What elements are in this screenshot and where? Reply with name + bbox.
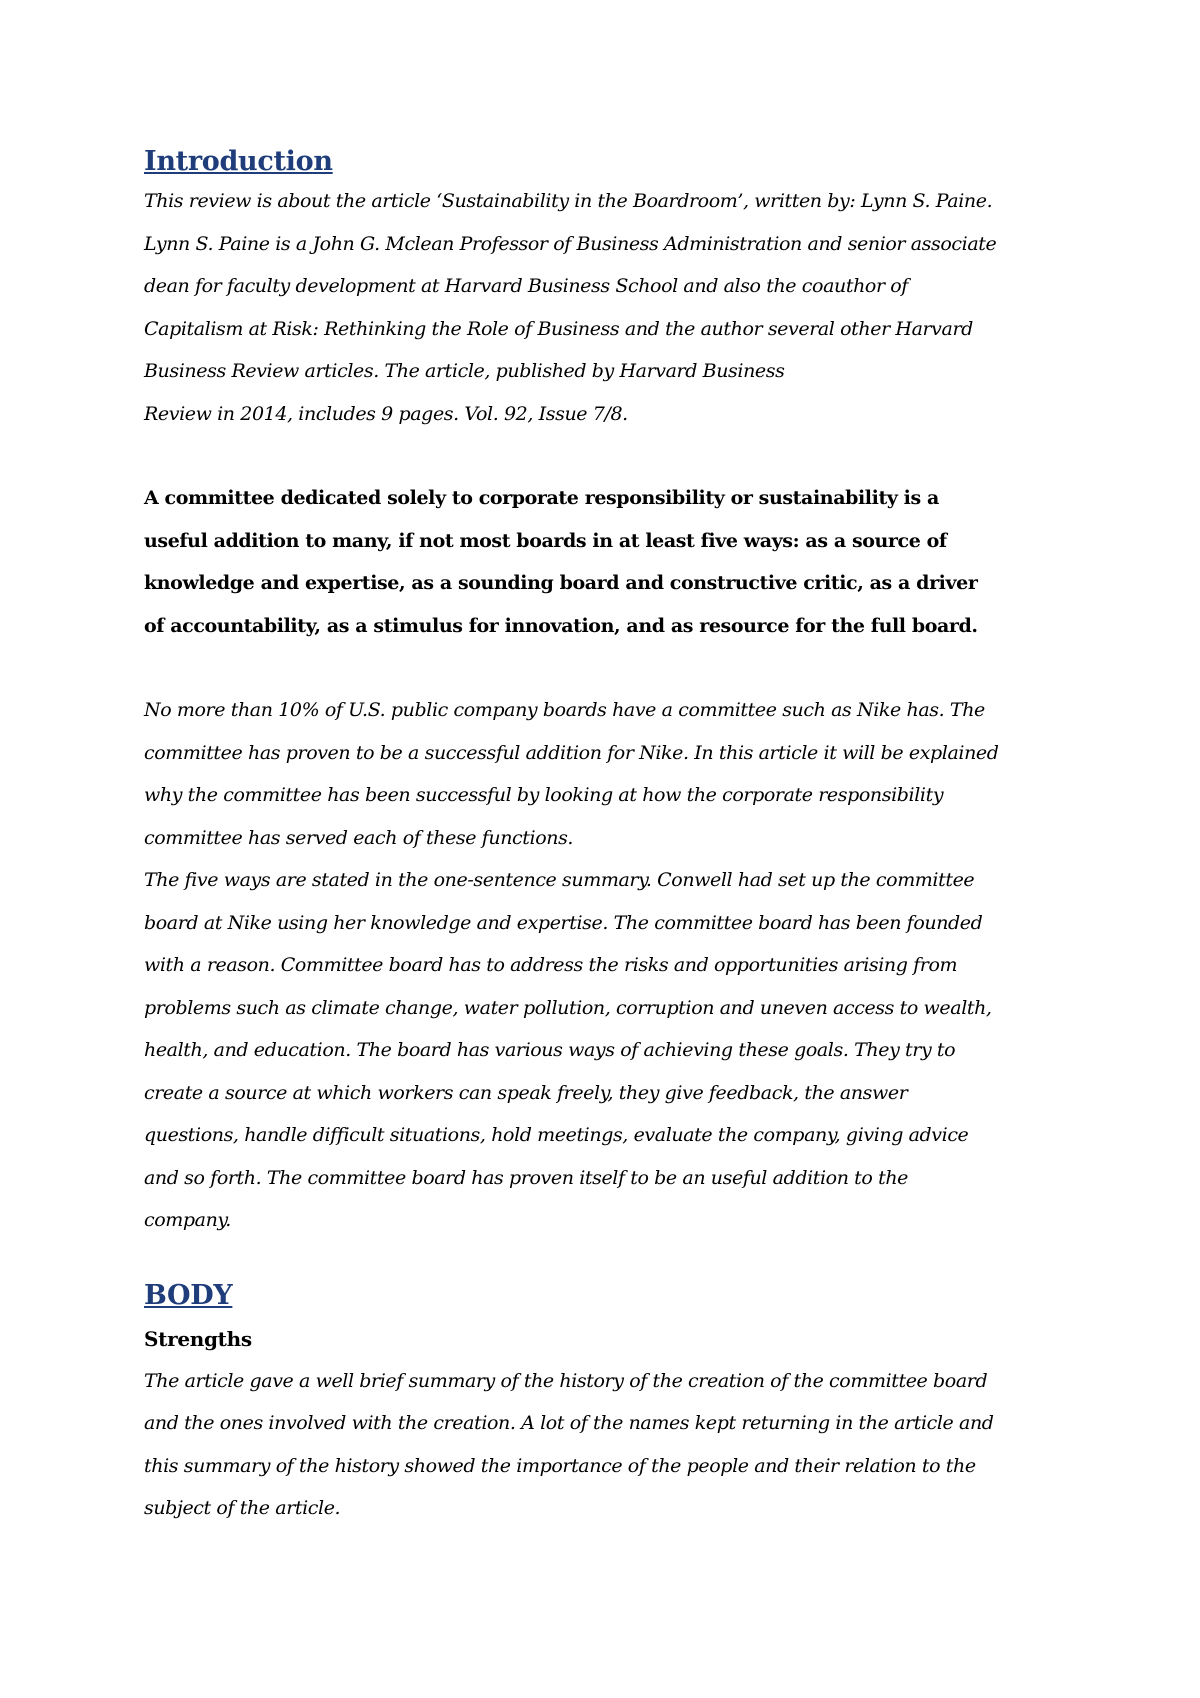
text-line: why the committee has been successful by looking at how the corporate responsibility <box>144 784 944 806</box>
introduction-heading: Introduction <box>144 146 333 177</box>
text-line: The five ways are stated in the one-sentence summary. Conwell had set up the committee <box>144 869 975 891</box>
spacer <box>144 647 1074 689</box>
text-line: This review is about the article ‘Sustainability in the Boardroom’, written by: Lynn S. Paine. <box>144 190 993 212</box>
text-line: Business Review articles. The article, published by Harvard Business <box>144 360 785 382</box>
text-line: problems such as climate change, water pollution, corruption and uneven access to wealth, <box>144 996 992 1019</box>
text-line: this summary of the history showed the importance of the people and their relation to the <box>144 1454 976 1477</box>
text-line: create a source at which workers can speak freely, they give feedback, the answer <box>144 1081 908 1104</box>
text-line: No more than 10% of U.S. public company boards have a committee such as Nike has. The <box>144 699 985 721</box>
text-line: questions, handle difficult situations, hold meetings, evaluate the company, giving advice <box>144 1124 969 1146</box>
body-heading: BODY <box>144 1279 233 1311</box>
text-line: committee has served each of these functions. <box>144 826 574 849</box>
text-line: subject of the article. <box>144 1497 341 1519</box>
text-line: The article gave a well brief summary of the history of the creation of the committee board <box>144 1369 988 1392</box>
document-content <box>144 144 1074 1530</box>
text-line: knowledge and expertise, as a sounding board and constructive critic, as a driver <box>144 572 978 594</box>
strengths-heading: Strengths <box>144 1326 252 1351</box>
strengths-paragraph <box>144 1360 1074 1530</box>
text-line: A committee dedicated solely to corporate responsibility or sustainability is a <box>144 487 939 509</box>
text-line: dean for faculty development at Harvard Business School and also the coauthor of <box>144 275 908 297</box>
text-line: health, and education. The board has various ways of achieving these goals. They try to <box>144 1039 956 1061</box>
text-line: company. <box>144 1209 231 1231</box>
spacer <box>144 435 1074 477</box>
summary-paragraph <box>144 477 1074 647</box>
text-line: board at Nike using her knowledge and expertise. The committee board has been founded <box>144 911 983 934</box>
intro-paragraph <box>144 180 1074 435</box>
text-line: Lynn S. Paine is a John G. Mclean Professor of Business Administration and senior associate <box>144 232 997 255</box>
text-line: of accountability, as a stimulus for innovation, and as resource for the full board. <box>144 614 978 637</box>
text-line: and so forth. The committee board has proven itself to be an useful addition to the <box>144 1166 909 1189</box>
text-line: useful addition to many, if not most boards in at least five ways: as a source of <box>144 529 947 552</box>
text-line: committee has proven to be a successful addition for Nike. In this article it will be explained <box>144 741 999 764</box>
text-line: Capitalism at Risk: Rethinking the Role of Business and the author several other Harvard <box>144 317 973 340</box>
text-line: with a reason. Committee board has to address the risks and opportunities arising from <box>144 954 958 976</box>
text-line: and the ones involved with the creation. A lot of the names kept returning in the article and <box>144 1412 994 1434</box>
text-line: Review in 2014, includes 9 pages. Vol. 92, Issue 7/8. <box>144 402 628 425</box>
discussion-paragraph <box>144 689 1074 1242</box>
